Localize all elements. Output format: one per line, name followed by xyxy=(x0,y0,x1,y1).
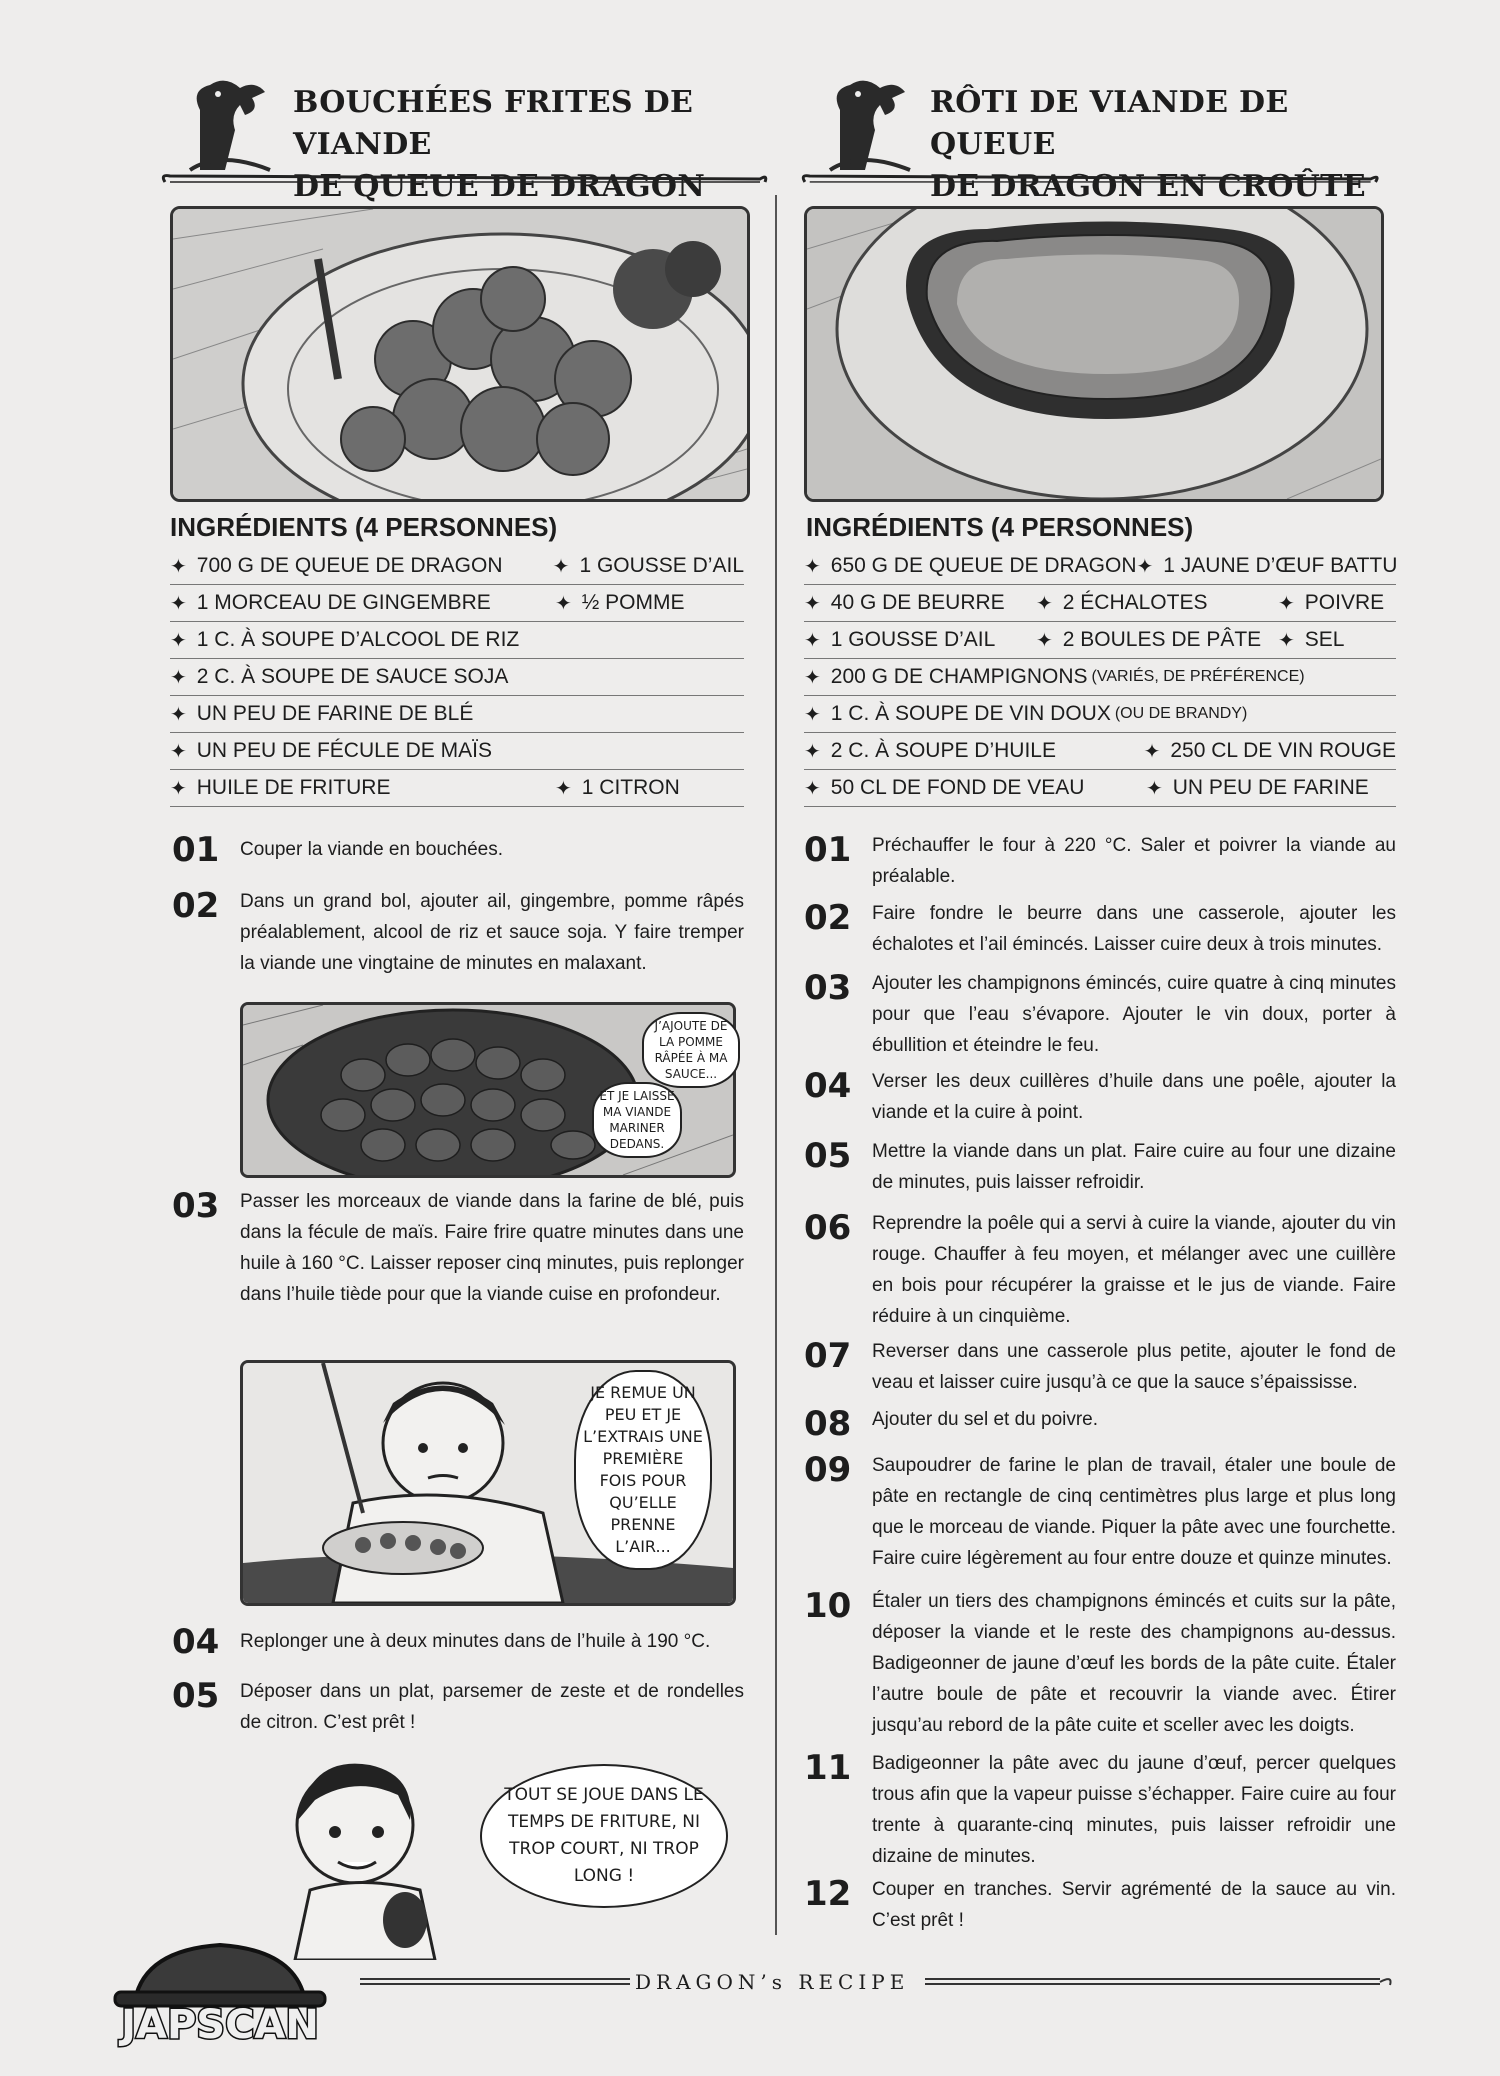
dragon-ornament-icon xyxy=(820,70,915,175)
step-number: 02 xyxy=(172,886,220,926)
ingredient-item: UN PEU DE FARINE DE BLÉ xyxy=(196,702,474,725)
step-text: Couper en tranches. Servir agrémenté de la sauce au vin. C’est prêt ! xyxy=(872,1879,1396,1931)
recipe-right xyxy=(800,60,1400,204)
ingredient-item: 650 G DE QUEUE DE DRAGON xyxy=(830,554,1137,577)
chef-character-illustration xyxy=(270,1750,460,1960)
step-text: Mettre la viande dans un plat. Faire cuire au four une dizaine de minutes, puis laisser refroidir. xyxy=(872,1141,1396,1193)
ingredient-row xyxy=(804,548,1396,585)
recipe-title-line1: RÔTI DE VIANDE DE QUEUE xyxy=(930,85,1289,162)
footer-title: DRAGON’s RECIPE xyxy=(635,1970,910,1994)
step-number: 06 xyxy=(804,1208,852,1248)
recipe-step xyxy=(804,1450,1396,1574)
star-bullet-icon: ✦ xyxy=(1146,777,1163,800)
ingredients-list-right xyxy=(804,548,1396,807)
star-bullet-icon: ✦ xyxy=(1278,629,1295,652)
title-underline-flourish xyxy=(800,172,1395,186)
star-bullet-icon: ✦ xyxy=(170,555,187,578)
star-bullet-icon: ✦ xyxy=(1036,629,1053,652)
step-number: 04 xyxy=(804,1066,852,1106)
ingredient-item: 700 G DE QUEUE DE DRAGON xyxy=(196,554,503,577)
star-bullet-icon: ✦ xyxy=(555,777,572,800)
star-bullet-icon: ✦ xyxy=(804,666,821,689)
speech-bubble: TOUT SE JOUE DANS LE TEMPS DE FRITURE, NI TROP COURT, NI TROP LONG ! xyxy=(480,1764,728,1908)
step-text: Déposer dans un plat, parsemer de zeste et de rondelles de citron. C’est prêt ! xyxy=(240,1681,744,1733)
recipe-step xyxy=(804,1336,1396,1398)
star-bullet-icon: ✦ xyxy=(804,629,821,652)
recipe-header-right xyxy=(800,60,1400,204)
step-text: Étaler un tiers des champignons émincés et cuits sur la pâte, déposer la viande et le reste des champignons au-dessus. Badigeonner de jaune d’œuf les bords de la pâte cuite. Étaler l’autre boule de pâte et recouvrir la viande avec. Étirer jusqu’au rebord de la pâte cuite et sceller avec les doigts. xyxy=(872,1591,1396,1736)
recipe-title xyxy=(930,82,1400,208)
ingredient-row xyxy=(804,622,1396,659)
star-bullet-icon: ✦ xyxy=(170,777,187,800)
step-text: Préchauffer le four à 220 °C. Saler et poivrer la viande au préalable. xyxy=(872,835,1396,887)
ingredient-row xyxy=(804,733,1396,770)
ingredient-item: 1 MORCEAU DE GINGEMBRE xyxy=(196,591,491,614)
ingredient-item: 40 G DE BEURRE xyxy=(830,591,1005,614)
step-number: 02 xyxy=(804,898,852,938)
ingredient-item: 1 JAUNE D’ŒUF BATTU xyxy=(1163,554,1398,577)
ingredient-row xyxy=(804,659,1396,696)
ingredient-item: 1 CITRON xyxy=(581,776,680,799)
dragon-tail-roast-image xyxy=(804,206,1384,502)
ingredient-row xyxy=(170,622,744,659)
step-number: 03 xyxy=(172,1186,220,1226)
recipe-title xyxy=(293,82,760,208)
star-bullet-icon: ✦ xyxy=(804,777,821,800)
star-bullet-icon: ✦ xyxy=(170,666,187,689)
step-text: Passer les morceaux de viande dans la farine de blé, puis dans la fécule de maïs. Faire frire quatre minutes dans une huile à 160 °C. Laisser reposer cinq minutes, puis replonger dans l’huile tiède pour que la viande cuise en profondeur. xyxy=(240,1191,744,1305)
star-bullet-icon: ✦ xyxy=(1136,555,1154,578)
ingredient-row xyxy=(170,733,744,770)
recipe-step xyxy=(172,830,744,870)
star-bullet-icon: ✦ xyxy=(170,740,187,763)
step-text: Faire fondre le beurre dans une casserole, ajouter les échalotes et l’ail émincés. Laisser cuire deux à trois minutes. xyxy=(872,903,1396,955)
ingredient-item: 1 GOUSSE D’AIL xyxy=(830,628,996,651)
logo-text: JAPSCAN xyxy=(121,2002,319,2048)
star-bullet-icon: ✦ xyxy=(552,555,570,578)
ingredient-item: 1 GOUSSE D’AIL xyxy=(579,554,744,577)
ingredient-row xyxy=(170,659,744,696)
ingredient-row xyxy=(804,696,1396,733)
ingredient-row xyxy=(804,585,1396,622)
recipe-left xyxy=(160,60,760,204)
footer-rule-right xyxy=(925,1975,1395,1989)
ingredient-row xyxy=(170,585,744,622)
japscan-logo xyxy=(85,1930,355,2050)
step-number: 05 xyxy=(172,1676,220,1716)
recipe-step xyxy=(804,968,1396,1061)
recipe-title-line1: BOUCHÉES FRITES DE VIANDE xyxy=(293,85,694,162)
step-number: 11 xyxy=(804,1748,852,1788)
footer-rule-left xyxy=(360,1975,630,1989)
step-number: 04 xyxy=(172,1622,220,1662)
speech-bubble: J’AJOUTE DE LA POMME RÂPÉE À MA SAUCE... xyxy=(642,1012,740,1088)
star-bullet-icon: ✦ xyxy=(804,703,821,726)
ingredient-note: (OU DE BRANDY) xyxy=(1114,705,1248,722)
step-number: 01 xyxy=(804,830,852,870)
star-bullet-icon: ✦ xyxy=(804,555,821,578)
ingredient-item: 2 BOULES DE PÂTE xyxy=(1062,628,1262,651)
recipe-header-left xyxy=(160,60,760,204)
star-bullet-icon: ✦ xyxy=(1143,740,1161,763)
star-bullet-icon: ✦ xyxy=(1036,592,1053,615)
ingredients-list-left xyxy=(170,548,744,807)
ingredient-item: UN PEU DE FÉCULE DE MAÏS xyxy=(196,739,492,762)
ingredient-item: POIVRE xyxy=(1304,591,1385,614)
recipe-step xyxy=(172,1676,744,1738)
ingredient-item: 250 CL DE VIN ROUGE xyxy=(1170,739,1396,762)
recipe-step xyxy=(172,1622,744,1662)
step-number: 05 xyxy=(804,1136,852,1176)
step-text: Couper la viande en bouchées. xyxy=(240,839,504,860)
recipe-step xyxy=(804,898,1396,960)
recipe-step xyxy=(172,886,744,979)
recipe-title-line2: DE DRAGON EN CROÛTE xyxy=(930,169,1366,204)
ingredient-note: (VARIÉS, DE PRÉFÉRENCE) xyxy=(1091,668,1305,685)
step-text: Ajouter du sel et du poivre. xyxy=(872,1409,1099,1430)
ingredient-row xyxy=(170,770,744,807)
recipe-step xyxy=(804,830,1396,892)
recipe-step xyxy=(804,1586,1396,1741)
ingredient-row xyxy=(170,548,744,585)
star-bullet-icon: ✦ xyxy=(804,592,821,615)
recipe-step xyxy=(172,1186,744,1310)
ingredient-row xyxy=(170,696,744,733)
step-text: Dans un grand bol, ajouter ail, gingembre, pomme râpés préalablement, alcool de riz et sauce soja. Y faire tremper la viande une vingtaine de minutes en malaxant. xyxy=(240,891,744,974)
speech-bubble: ET JE LAISSE MA VIANDE MARINER DEDANS. xyxy=(592,1082,682,1158)
dragon-ornament-icon xyxy=(180,70,275,175)
fried-dragon-bites-image xyxy=(170,206,750,502)
ingredient-item: 1 C. À SOUPE DE VIN DOUX xyxy=(830,702,1111,725)
step-text: Badigeonner la pâte avec du jaune d’œuf, percer quelques trous afin que la vapeur puisse s’échapper. Faire cuire au four trente à quarante-cinq minutes, puis laisser refroidir une dizaine de minutes. xyxy=(872,1753,1396,1867)
title-underline-flourish xyxy=(160,172,770,186)
ingredient-item: 2 ÉCHALOTES xyxy=(1062,591,1208,614)
ingredient-item: SEL xyxy=(1304,628,1345,651)
step-text: Reprendre la poêle qui a servi à cuire la viande, ajouter du vin rouge. Chauffer à feu moyen, et mélanger avec une cuillère en bois pour récupérer la graisse et le jus de viande. Faire réduire à un cinquième. xyxy=(872,1213,1396,1327)
step-text: Replonger une à deux minutes dans de l’huile à 190 °C. xyxy=(240,1631,711,1652)
ingredient-item: 1 C. À SOUPE D’ALCOOL DE RIZ xyxy=(196,628,520,651)
column-divider xyxy=(775,195,777,1935)
ingredient-item: 200 G DE CHAMPIGNONS xyxy=(830,665,1088,688)
star-bullet-icon: ✦ xyxy=(1278,592,1295,615)
ingredient-row xyxy=(804,770,1396,807)
recipe-step xyxy=(804,1208,1396,1332)
recipe-title-line2: DE QUEUE DE DRAGON xyxy=(293,169,706,204)
step-text: Ajouter les champignons émincés, cuire quatre à cinq minutes pour que l’eau s’évapore. Ajouter le vin doux, porter à ébullition et éteindre le feu. xyxy=(872,973,1396,1056)
ingredient-item: 50 CL DE FOND DE VEAU xyxy=(830,776,1085,799)
step-number: 09 xyxy=(804,1450,852,1490)
star-bullet-icon: ✦ xyxy=(170,592,187,615)
step-number: 12 xyxy=(804,1874,852,1914)
ingredients-title-left: INGRÉDIENTS (4 PERSONNES) xyxy=(170,512,558,542)
star-bullet-icon: ✦ xyxy=(555,592,572,615)
ingredient-item: 2 C. À SOUPE D’HUILE xyxy=(830,739,1056,762)
step-number: 07 xyxy=(804,1336,852,1376)
recipe-step xyxy=(804,1874,1396,1936)
ingredient-item: HUILE DE FRITURE xyxy=(196,776,391,799)
star-bullet-icon: ✦ xyxy=(170,703,187,726)
recipe-step xyxy=(804,1066,1396,1128)
recipe-step xyxy=(804,1404,1396,1444)
ingredient-item: UN PEU DE FARINE xyxy=(1172,776,1369,799)
ingredients-title-right: INGRÉDIENTS (4 PERSONNES) xyxy=(806,512,1194,542)
step-text: Saupoudrer de farine le plan de travail, étaler une boule de pâte en rectangle de cinq centimètres plus large et plus long que le morceau de viande. Piquer la pâte avec une fourchette. Faire cuire légèrement au four entre douze et quinze minutes. xyxy=(872,1455,1396,1569)
speech-bubble: JE REMUE UN PEU ET JE L’EXTRAIS UNE PREMIÈRE FOIS POUR QU’ELLE PRENNE L’AIR... xyxy=(574,1370,712,1570)
star-bullet-icon: ✦ xyxy=(170,629,187,652)
ingredient-item: 2 C. À SOUPE DE SAUCE SOJA xyxy=(196,665,509,688)
recipe-step xyxy=(804,1136,1396,1198)
recipe-step xyxy=(804,1748,1396,1872)
step-number: 01 xyxy=(172,830,220,870)
star-bullet-icon: ✦ xyxy=(804,740,821,763)
step-text: Reverser dans une casserole plus petite, ajouter le fond de veau et laisser cuire jusqu’à ce que la sauce s’épaississe. xyxy=(872,1341,1396,1393)
step-number: 10 xyxy=(804,1586,852,1626)
step-number: 03 xyxy=(804,968,852,1008)
step-text: Verser les deux cuillères d’huile dans une poêle, ajouter la viande et la cuire à point. xyxy=(872,1071,1396,1123)
ingredient-item: ½ POMME xyxy=(581,591,685,614)
step-number: 08 xyxy=(804,1404,852,1444)
